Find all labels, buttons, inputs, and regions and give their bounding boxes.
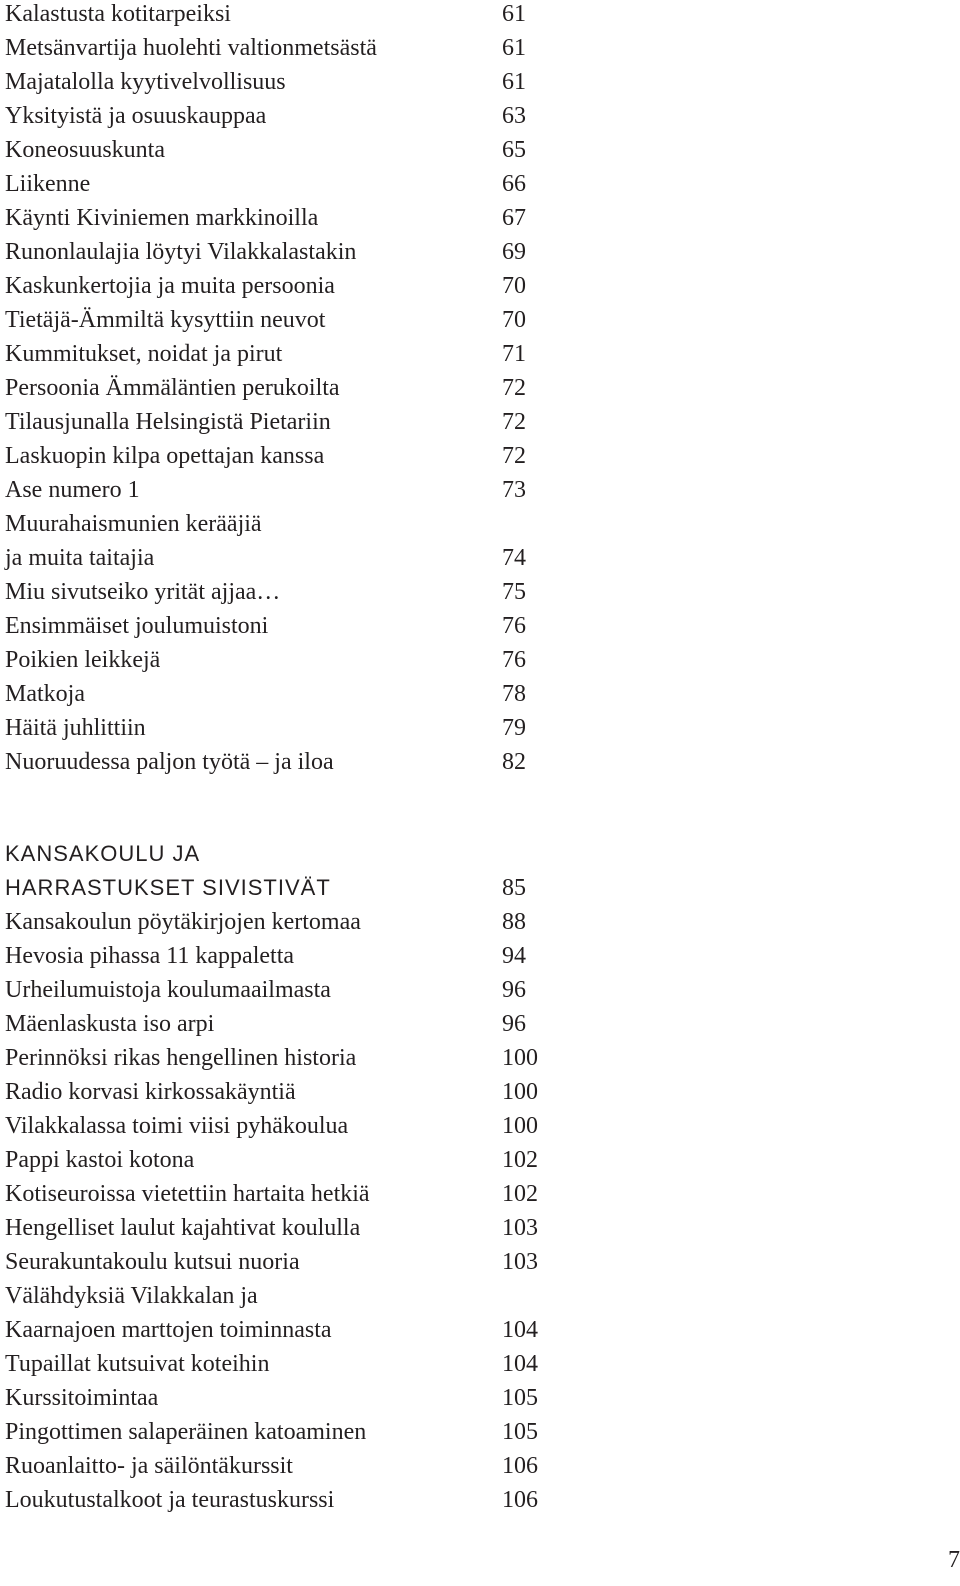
toc-entry [5, 136, 565, 170]
toc-entry [5, 680, 565, 714]
toc-entry-page: 76 [502, 613, 526, 639]
toc-entry [5, 1282, 565, 1316]
toc-entry-title: HARRASTUKSET SIVISTIVÄT [5, 875, 331, 900]
toc-entry-title: Kaarnajoen marttojen toiminnasta [5, 1317, 332, 1343]
toc-entry-page: 94 [502, 943, 526, 969]
toc-entry-page: 105 [502, 1385, 538, 1411]
toc-entry [5, 272, 565, 306]
toc-entry [5, 374, 565, 408]
toc-entry-page: 103 [502, 1249, 538, 1275]
toc-entry [5, 942, 565, 976]
toc-list-part1 [5, 0, 565, 782]
toc-entry-page: 96 [502, 977, 526, 1003]
toc-entry-title: Laskuopin kilpa opettajan kanssa [5, 443, 325, 469]
toc-entry-title: Hevosia pihassa 11 kappaletta [5, 943, 295, 969]
toc-entry-title: Kalastusta kotitarpeiksi [5, 1, 231, 27]
toc-entry-title: Pingottimen salaperäinen katoaminen [5, 1419, 367, 1445]
toc-entry-title: KANSAKOULU JA [5, 841, 201, 866]
toc-entry-title: Nuoruudessa paljon työtä – ja iloa [5, 749, 334, 775]
toc-entry-title: Koneosuuskunta [5, 137, 165, 163]
toc-entry-title: Ensimmäiset joulumuistoni [5, 613, 269, 639]
toc-entry-page: 105 [502, 1419, 538, 1445]
toc-entry-page: 72 [502, 443, 526, 469]
toc-entry-title: Käynti Kiviniemen markkinoilla [5, 205, 319, 231]
toc-entry-page: 70 [502, 307, 526, 333]
toc-entry [5, 510, 565, 544]
toc-entry-page: 61 [502, 35, 526, 61]
toc-entry-page: 61 [502, 1, 526, 27]
toc-entry-title: Seurakuntakoulu kutsui nuoria [5, 1249, 300, 1275]
toc-entry [5, 976, 565, 1010]
toc-entry-title: Ase numero 1 [5, 477, 140, 503]
toc-entry [5, 1078, 565, 1112]
toc-entry [5, 306, 565, 340]
toc-entry-title: Runonlaulajia löytyi Vilakkalastakin [5, 239, 357, 265]
toc-entry-title: Kurssitoimintaa [5, 1385, 159, 1411]
toc-entry-page: 100 [502, 1079, 538, 1105]
toc-entry-page: 106 [502, 1487, 538, 1513]
toc-entry-title: Pappi kastoi kotona [5, 1147, 195, 1173]
toc-entry [5, 1452, 565, 1486]
toc-list-part2 [5, 908, 565, 1520]
toc-entry-title: Tietäjä-Ämmiltä kysyttiin neuvot [5, 307, 326, 333]
toc-entry [5, 908, 565, 942]
toc-entry-title: Vilakkalassa toimi viisi pyhäkoulua [5, 1113, 349, 1139]
toc-entry [5, 1486, 565, 1520]
toc-entry-page: 104 [502, 1351, 538, 1377]
toc-entry-page: 67 [502, 205, 526, 231]
toc-entry-page: 79 [502, 715, 526, 741]
toc-entry [5, 0, 565, 34]
toc-entry-title: Tilausjunalla Helsingistä Pietariin [5, 409, 331, 435]
toc-entry [5, 170, 565, 204]
toc-entry [5, 1180, 565, 1214]
toc-entry [5, 476, 565, 510]
toc-entry [5, 68, 565, 102]
toc-entry-page: 73 [502, 477, 526, 503]
toc-entry [5, 408, 565, 442]
toc-entry-page: 76 [502, 647, 526, 673]
toc-entry-title: Yksityistä ja osuuskauppaa [5, 103, 267, 129]
toc-entry-page: 74 [502, 545, 526, 571]
toc-entry-page: 102 [502, 1147, 538, 1173]
toc-entry [5, 34, 565, 68]
toc-entry-page: 63 [502, 103, 526, 129]
toc-entry-page: 102 [502, 1181, 538, 1207]
toc-entry [5, 442, 565, 476]
toc-entry-page: 71 [502, 341, 526, 367]
toc-entry-page: 100 [502, 1045, 538, 1071]
toc-section-heading [5, 840, 565, 908]
toc-entry-title: Matkoja [5, 681, 85, 707]
toc-entry [5, 1418, 565, 1452]
toc-entry-page: 61 [502, 69, 526, 95]
toc-section-heading-line [5, 874, 565, 908]
toc-entry-page: 100 [502, 1113, 538, 1139]
toc-entry-title: Kaskunkertojia ja muita persoonia [5, 273, 335, 299]
toc-entry-page: 103 [502, 1215, 538, 1241]
toc-entry-page: 66 [502, 171, 526, 197]
toc-entry [5, 1112, 565, 1146]
toc-entry-page: 88 [502, 909, 526, 935]
toc-entry-page: 72 [502, 375, 526, 401]
toc-entry-title: Loukutustalkoot ja teurastuskurssi [5, 1487, 335, 1513]
toc-entry-title: Perinnöksi rikas hengellinen historia [5, 1045, 357, 1071]
toc-entry [5, 1010, 565, 1044]
toc-entry-page: 72 [502, 409, 526, 435]
toc-entry-title: Majatalolla kyytivelvollisuus [5, 69, 286, 95]
section-gap [5, 782, 565, 840]
toc-entry-title: Poikien leikkejä [5, 647, 161, 673]
toc-entry [5, 1316, 565, 1350]
toc-entry-title: Miu sivutseiko yrität ajjaa… [5, 579, 281, 605]
toc-entry-page: 78 [502, 681, 526, 707]
toc-entry-title: Häitä juhlittiin [5, 715, 146, 741]
toc-entry-title: Ruoanlaitto- ja säilöntäkurssit [5, 1453, 293, 1479]
toc-entry-title: Radio korvasi kirkossakäyntiä [5, 1079, 296, 1105]
toc-entry-page: 70 [502, 273, 526, 299]
toc-entry-title: Kotiseuroissa vietettiin hartaita hetkiä [5, 1181, 370, 1207]
toc-entry [5, 612, 565, 646]
toc-entry [5, 204, 565, 238]
toc-entry-title: Urheilumuistoja koulumaailmasta [5, 977, 331, 1003]
toc-entry-title: Metsänvartija huolehti valtionmetsästä [5, 35, 377, 61]
page-number: 7 [948, 1547, 960, 1573]
toc-entry [5, 1248, 565, 1282]
toc-entry-title: Hengelliset laulut kajahtivat koululla [5, 1215, 361, 1241]
toc-entry-page: 82 [502, 749, 526, 775]
toc-entry [5, 102, 565, 136]
table-of-contents [5, 0, 565, 1520]
toc-entry-title: Mäenlaskusta iso arpi [5, 1011, 215, 1037]
toc-entry [5, 1384, 565, 1418]
toc-entry [5, 748, 565, 782]
toc-entry-page: 85 [502, 875, 526, 901]
toc-entry [5, 646, 565, 680]
toc-entry-page: 65 [502, 137, 526, 163]
toc-entry [5, 340, 565, 374]
toc-entry [5, 1214, 565, 1248]
toc-entry [5, 714, 565, 748]
toc-entry [5, 1350, 565, 1384]
toc-entry-page: 106 [502, 1453, 538, 1479]
toc-entry-title: Tupaillat kutsuivat koteihin [5, 1351, 270, 1377]
toc-section-heading-line [5, 840, 565, 874]
toc-entry [5, 578, 565, 612]
toc-entry [5, 1146, 565, 1180]
toc-entry-title: Persoonia Ämmäläntien perukoilta [5, 375, 340, 401]
toc-entry-page: 69 [502, 239, 526, 265]
toc-entry [5, 1044, 565, 1078]
toc-entry [5, 238, 565, 272]
toc-entry-page: 75 [502, 579, 526, 605]
toc-entry-title: Muurahaismunien kerääjiä [5, 511, 262, 537]
toc-entry-title: Liikenne [5, 171, 91, 197]
toc-entry-page: 96 [502, 1011, 526, 1037]
toc-entry [5, 544, 565, 578]
toc-entry-page: 104 [502, 1317, 538, 1343]
toc-entry-title: ja muita taitajia [5, 545, 155, 571]
toc-entry-title: Välähdyksiä Vilakkalan ja [5, 1283, 258, 1309]
toc-entry-title: Kummitukset, noidat ja pirut [5, 341, 283, 367]
toc-entry-title: Kansakoulun pöytäkirjojen kertomaa [5, 909, 361, 935]
